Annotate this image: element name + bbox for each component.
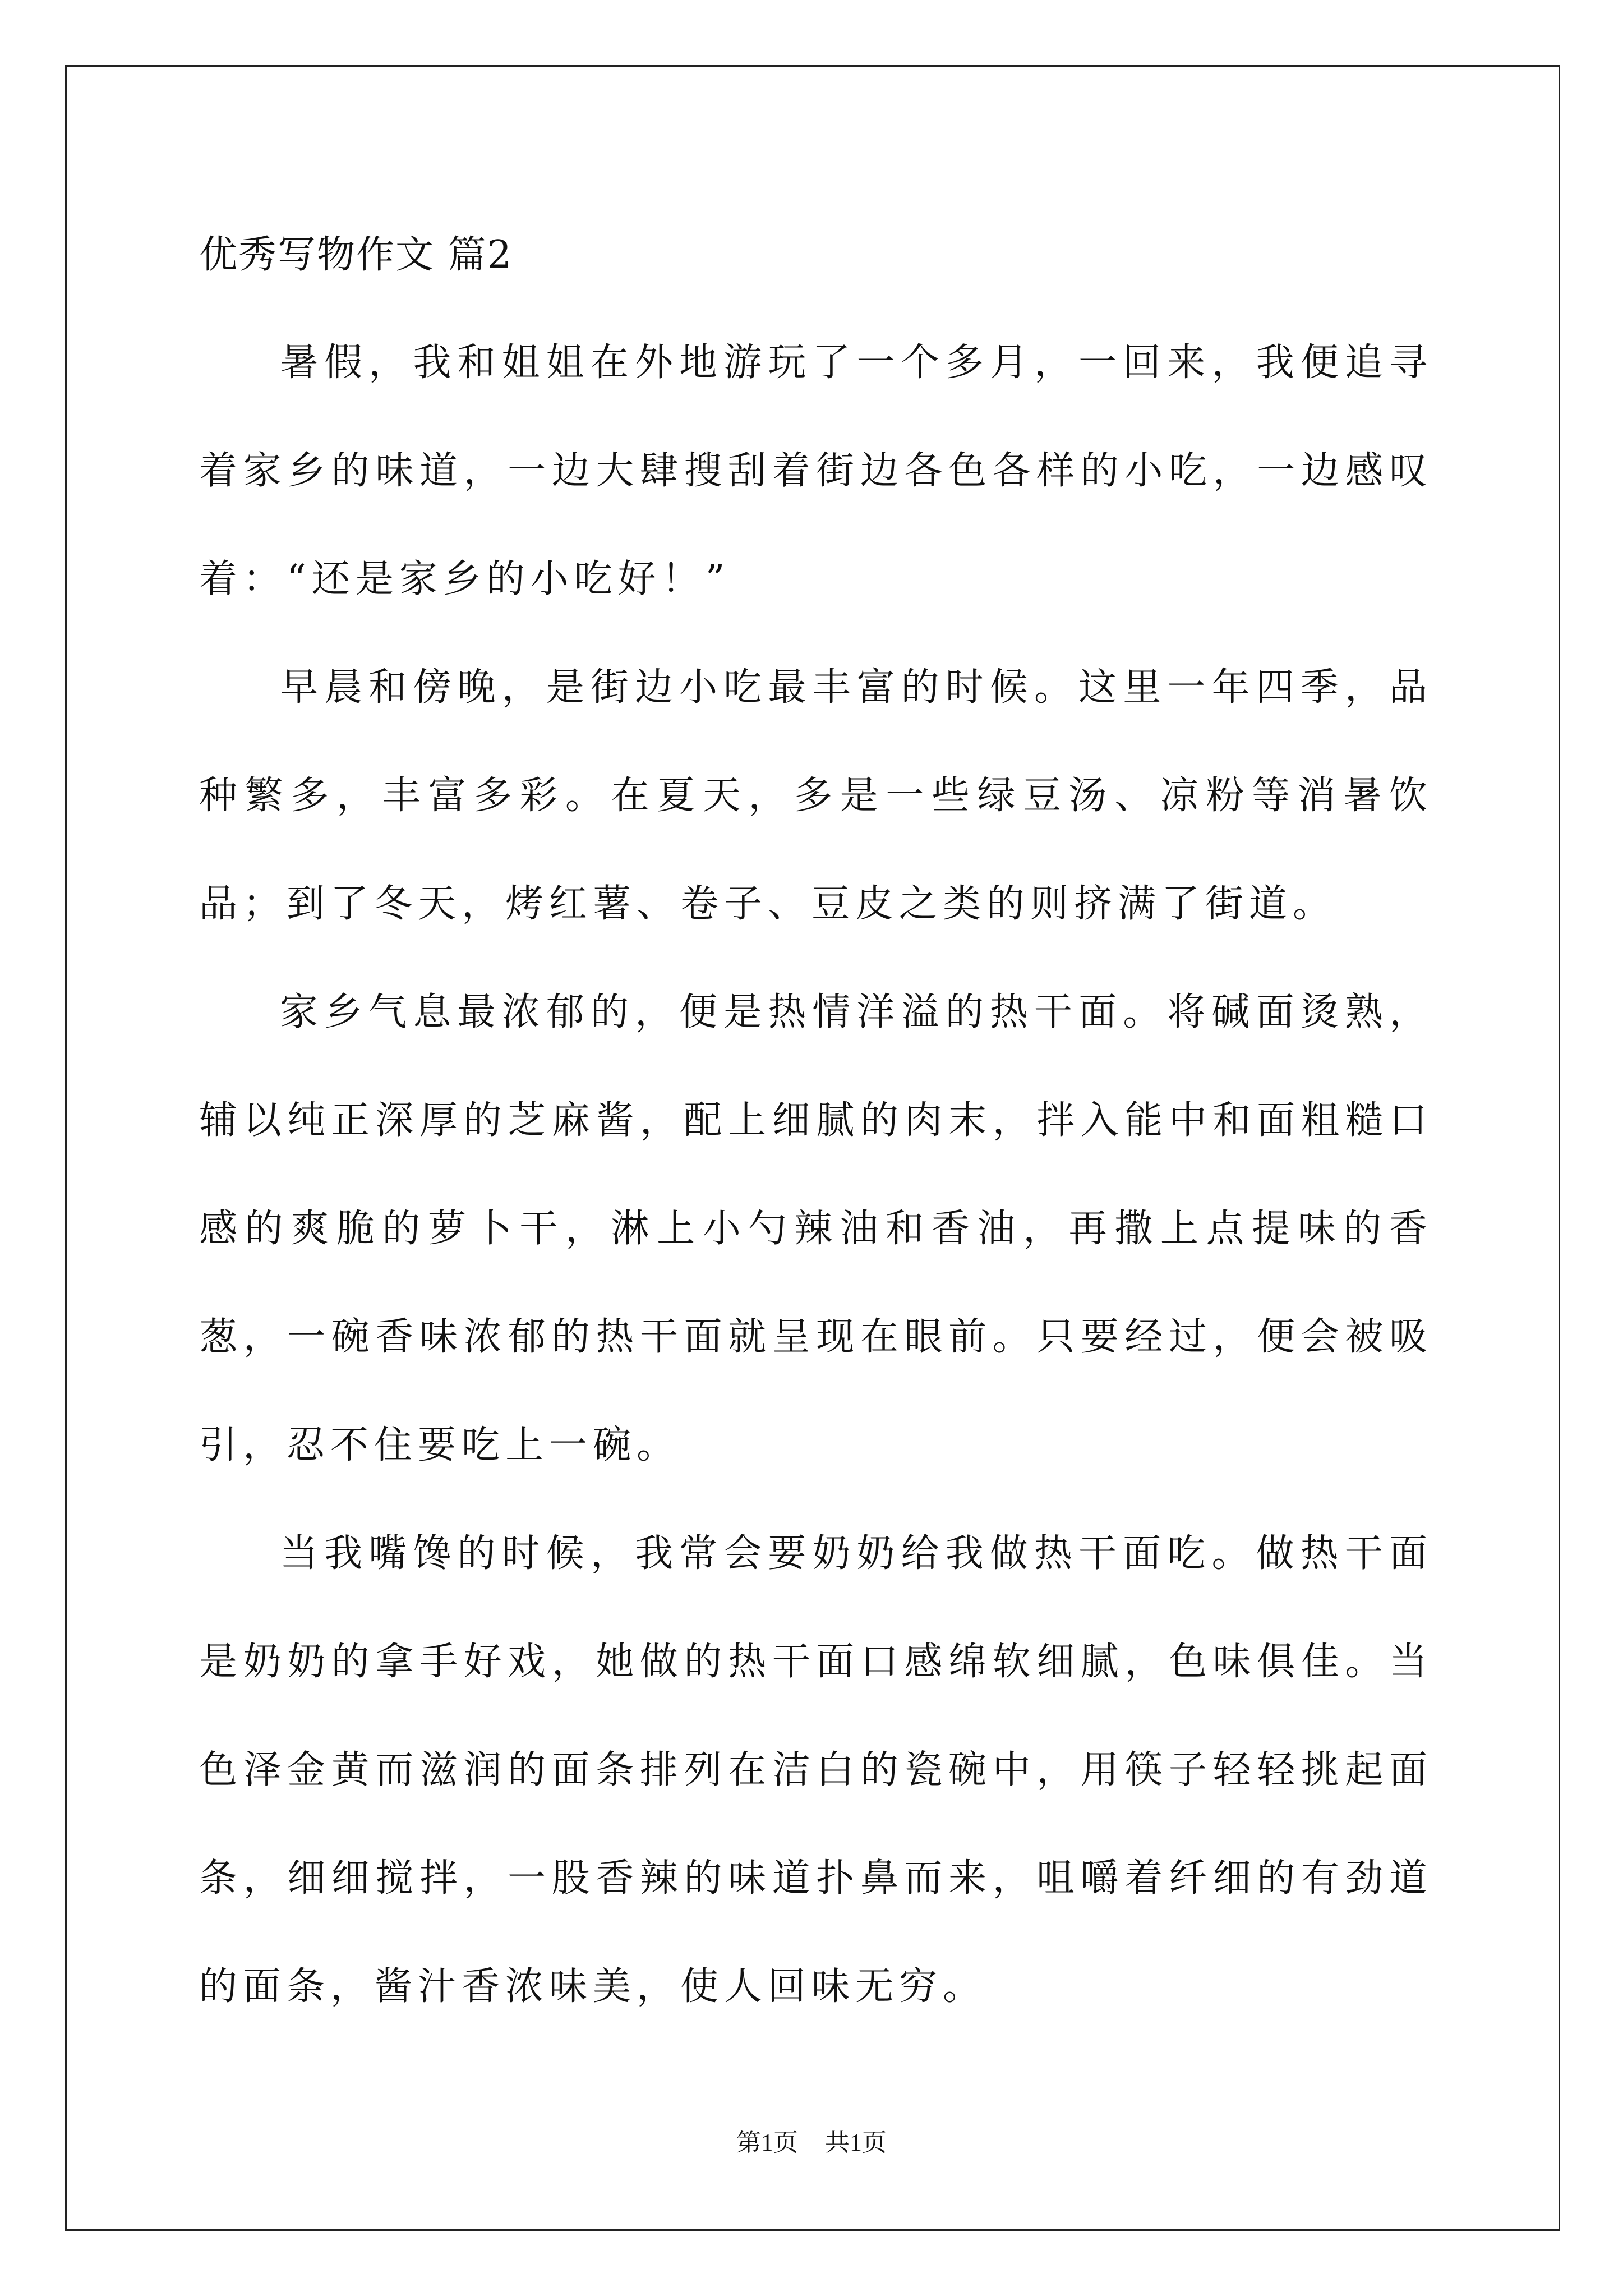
document-title: 优秀写物作文 篇2	[199, 233, 513, 277]
page-total: 共1页	[825, 2129, 887, 2156]
paragraph-3: 家乡气息最浓郁的，便是热情洋溢的热干面。将碱面烫熟，辅以纯正深厚的芝麻酱，配上细腻的肉末，拌入能中和面粗糙口感的爽脆的萝卜干，淋上小勺辣油和香油，再撒上点提味的香葱，一碗香味浓郁的热干面就呈现在眼前。只要经过，便会被吸引，忍不住要吃上一碗。	[199, 990, 1433, 1467]
page-number: 第1页	[736, 2129, 798, 2156]
paragraph-1: 暑假，我和姐姐在外地游玩了一个多月，一回来，我便追寻着家乡的味道，一边大肆搜刮着街边各色各样的小吃，一边感叹着：“还是家乡的小吃好！”	[199, 341, 1433, 601]
paragraph-2: 早晨和傍晚，是街边小吃最丰富的时候。这里一年四季，品种繁多，丰富多彩。在夏天，多是一些绿豆汤、凉粉等消暑饮品；到了冬天，烤红薯、卷子、豆皮之类的则挤满了街道。	[199, 665, 1433, 926]
paragraph-4: 当我嘴馋的时候，我常会要奶奶给我做热干面吃。做热干面是奶奶的拿手好戏，她做的热干面口感绵软细腻，色味俱佳。当色泽金黄而滋润的面条排列在洁白的瓷碗中，用筷子轻轻挑起面条，细细搅拌，一股香辣的味道扑鼻而来，咀嚼着纤细的有劲道的面条，酱汁香浓味美，使人回味无穷。	[199, 1531, 1433, 2009]
page-footer	[0, 2126, 1623, 2160]
document-body	[199, 202, 1433, 2009]
